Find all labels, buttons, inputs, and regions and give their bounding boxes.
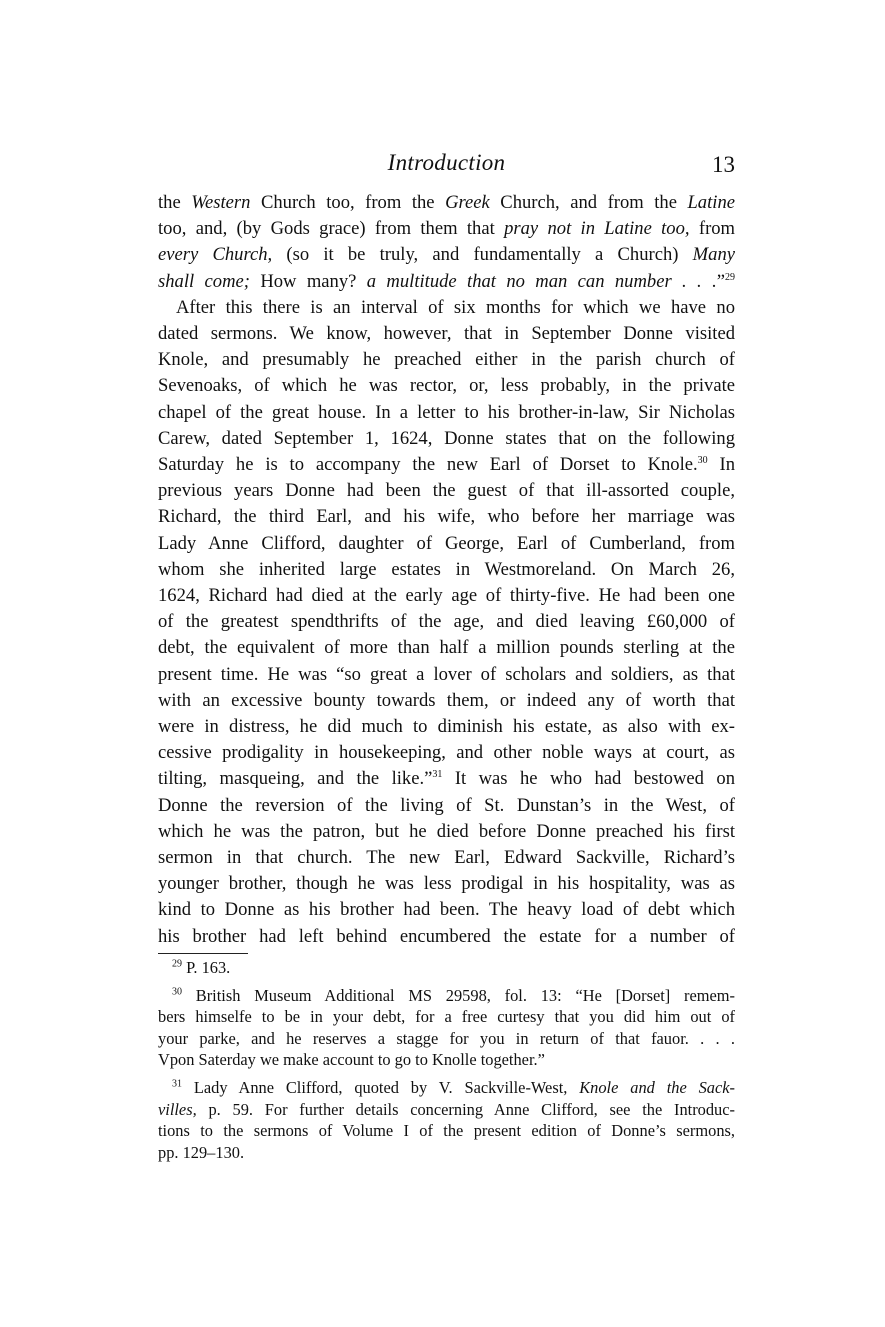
italic-text: Knole and the Sack- xyxy=(579,1077,735,1097)
text-line xyxy=(158,400,735,426)
text-line xyxy=(158,871,735,897)
footnote-ref: 29 xyxy=(725,271,735,283)
text-line xyxy=(158,269,735,295)
italic-text: villes, xyxy=(158,1099,197,1119)
text-line xyxy=(158,766,735,792)
footnote-ref: 30 xyxy=(172,986,182,998)
text-run: How many? xyxy=(249,270,367,292)
text-line xyxy=(158,321,735,347)
text-line xyxy=(158,924,735,950)
text-run: P. 163. xyxy=(182,958,231,977)
text-run: the xyxy=(158,192,192,213)
footnote xyxy=(158,985,735,1071)
text-run: Lady Anne Clifford, quoted by V. Sackville-West, xyxy=(182,1077,580,1097)
text-run: with an excessive bounty towards them, or indeed any of worth that xyxy=(158,689,735,711)
footnote-line xyxy=(158,1142,735,1164)
italic-text: shall come; xyxy=(158,270,250,292)
text-run: ” xyxy=(716,270,725,292)
running-title: Introduction xyxy=(387,150,506,175)
text-run: tilting, masqueing, and the like.” xyxy=(158,768,433,790)
footnote-line xyxy=(158,1120,735,1142)
footnote-line xyxy=(158,1028,735,1050)
page-number: 13 xyxy=(712,152,735,177)
text-line xyxy=(158,793,735,819)
text-run: previous years Donne had been the guest of that ill-assorted couple, xyxy=(158,480,735,502)
text-line xyxy=(158,583,735,609)
text-run: Church, and from the xyxy=(489,192,688,213)
text-run: dated sermons. We know, however, that in September Donne visited xyxy=(158,323,735,345)
footnote-line xyxy=(158,985,735,1007)
text-line xyxy=(158,504,735,530)
text-line xyxy=(158,216,735,242)
text-run: Knole, and presumably he preached either in the parish church of xyxy=(158,349,735,371)
text-line xyxy=(158,190,735,216)
text-run: were in distress, he did much to diminish his estate, as also with ex- xyxy=(158,716,735,738)
text-run: pp. 129–130. xyxy=(158,1142,245,1162)
text-run: It was he who had bestowed on xyxy=(442,768,735,790)
text-line xyxy=(158,819,735,845)
text-run: p. 59. For further details concerning Anne Clifford, see the Introduc- xyxy=(196,1099,735,1119)
italic-text: pray not in Latine too, xyxy=(504,218,690,240)
text-line xyxy=(158,242,735,268)
text-line xyxy=(158,426,735,452)
text-line xyxy=(158,452,735,478)
text-line xyxy=(158,609,735,635)
text-run: Church too, from the xyxy=(250,192,446,213)
text-line xyxy=(158,557,735,583)
italic-text: Many xyxy=(692,244,735,266)
main-text xyxy=(158,190,735,950)
text-run: your parke, and he reserves a stagge for you in return of that fauor. . . . xyxy=(158,1028,735,1048)
text-line xyxy=(158,897,735,923)
footnote-line xyxy=(158,1077,735,1099)
text-line xyxy=(158,635,735,661)
footnotes xyxy=(158,957,735,1169)
text-line xyxy=(158,688,735,714)
text-run: Richard, the third Earl, and his wife, who before her marriage was xyxy=(158,506,735,528)
text-run: Donne the reversion of the living of St. Dunstan’s in the West, of xyxy=(158,794,735,816)
page-header xyxy=(158,150,735,184)
italic-text: Latine xyxy=(687,192,735,213)
footnote-line xyxy=(158,1049,735,1071)
italic-text: a multitude that no man can number . . . xyxy=(366,270,717,292)
text-line xyxy=(158,347,735,373)
text-run: debt, the equivalent of more than half a million pounds sterling at the xyxy=(158,637,735,659)
footnote-rule xyxy=(158,953,248,954)
text-line xyxy=(158,740,735,766)
italic-text: Greek xyxy=(445,192,490,213)
text-run: Lady Anne Clifford, daughter of George, Earl of Cumberland, from xyxy=(158,532,735,554)
text-run: cessive prodigality in housekeeping, and other noble ways at court, as xyxy=(158,742,735,764)
text-line xyxy=(158,845,735,871)
text-run: present time. He was “so great a lover of scholars and soldiers, as that xyxy=(158,663,735,685)
italic-text: Western xyxy=(191,192,251,213)
text-run: bers himselfe to be in your debt, for a free curtesy that you did him out of xyxy=(158,1007,735,1027)
footnote-line xyxy=(158,1006,735,1028)
text-line xyxy=(158,714,735,740)
footnote-line xyxy=(158,1099,735,1121)
text-run: younger brother, though he was less prodigal in his hospitality, was as xyxy=(158,873,735,895)
text-run: British Museum Additional MS 29598, fol. 13: “He [Dorset] remem- xyxy=(182,985,735,1005)
text-line xyxy=(158,662,735,688)
text-run: 1624, Richard had died at the early age of thirty-five. He had been one xyxy=(158,585,735,607)
text-run: After this there is an interval of six months for which we have no xyxy=(176,296,735,318)
text-run: (so it be truly, and fundamentally a Church) xyxy=(272,244,693,266)
text-run: too, and, (by Gods grace) from them that xyxy=(158,218,505,240)
footnote-ref: 31 xyxy=(172,1078,182,1090)
footnote-ref: 29 xyxy=(172,958,182,970)
text-run: which he was the patron, but he died before Donne preached his first xyxy=(158,820,735,842)
footnote xyxy=(158,957,735,979)
footnote-ref: 31 xyxy=(432,769,443,781)
text-run: Saturday he is to accompany the new Earl of Dorset to Knole. xyxy=(158,454,698,476)
text-run: In xyxy=(707,454,735,476)
text-run: sermon in that church. The new Earl, Edward Sackville, Richard’s xyxy=(158,847,735,869)
text-run: his brother had left behind encumbered the estate for a number of xyxy=(158,925,735,947)
text-run: tions to the sermons of Volume I of the present edition of Donne’s sermons, xyxy=(158,1121,735,1141)
text-run: Vpon Saterday we make account to go to Knolle together.” xyxy=(158,1050,545,1070)
text-run: kind to Donne as his brother had been. The heavy load of debt which xyxy=(158,899,735,921)
footnote-ref: 30 xyxy=(697,454,708,466)
italic-text: every Church, xyxy=(158,244,273,266)
text-run: chapel of the great house. In a letter to his brother-in-law, Sir Nicholas xyxy=(158,401,735,423)
text-run: of the greatest spendthrifts of the age, and died leaving £60,000 of xyxy=(158,611,735,633)
text-line xyxy=(158,531,735,557)
text-run: Sevenoaks, of which he was rector, or, less probably, in the private xyxy=(158,375,735,397)
text-line xyxy=(158,373,735,399)
text-run: from xyxy=(689,218,736,240)
text-line xyxy=(158,295,735,321)
footnote-line xyxy=(158,957,735,979)
text-run: Carew, dated September 1, 1624, Donne states that on the following xyxy=(158,427,735,449)
footnote xyxy=(158,1077,735,1163)
text-run: whom she inherited large estates in Westmoreland. On March 26, xyxy=(158,558,735,580)
text-line xyxy=(158,478,735,504)
